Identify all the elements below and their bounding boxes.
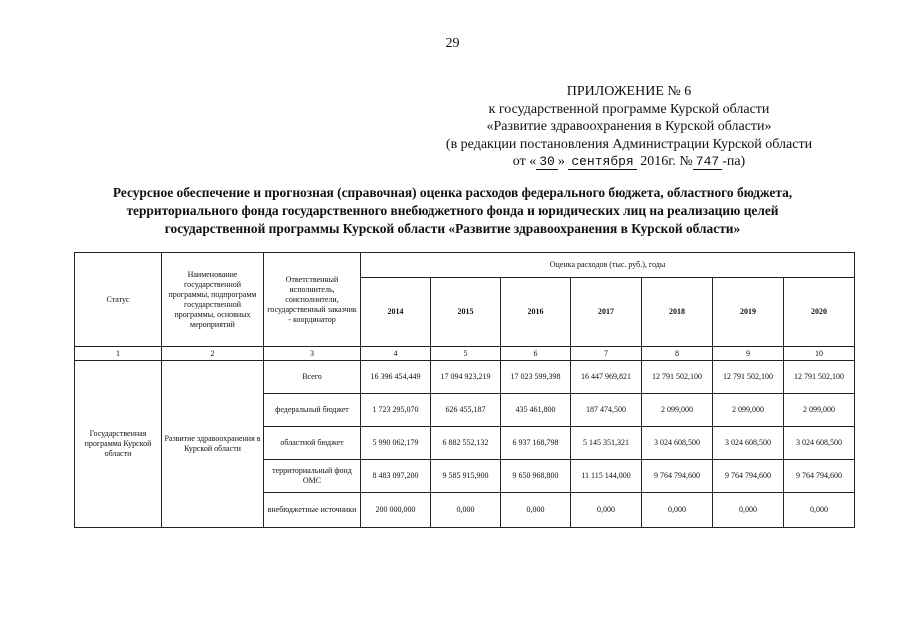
column-number: 9 [713,347,784,361]
funding-source: внебюджетные источники [264,493,361,528]
page-number: 29 [445,36,460,51]
value-cell: 435 461,800 [501,394,571,427]
program-name-cell: Развитие здравоохранения в Курской области [162,361,264,528]
value-cell: 2 099,000 [642,394,713,427]
column-number: 7 [571,347,642,361]
value-cell: 9 585 915,900 [431,460,501,493]
title-line-3: государственной программы Курской области «Развитие здравоохранения в Курской области» [164,221,741,236]
header-year: 2019 [713,278,784,347]
header-year: 2018 [642,278,713,347]
value-cell: 2 099,000 [713,394,784,427]
appendix-program-name: «Развитие здравоохранения в Курской области» [486,119,772,134]
value-cell: 8 483 097,200 [361,460,431,493]
date-month: сентября [568,155,636,170]
value-cell: 16 396 454,449 [361,361,431,394]
date-suffix: -па) [722,154,746,169]
funding-source: Всего [264,361,361,394]
value-cell: 6 882 552,132 [431,427,501,460]
header-year: 2014 [361,278,431,347]
value-cell: 9 764 794,600 [784,460,855,493]
budget-table [74,252,855,528]
value-cell: 16 447 969,821 [571,361,642,394]
appendix-date-line [419,153,839,171]
header-program-name: Наименование государственной программы, подпрограмм государственной программы, основных мероприятий [162,253,264,347]
date-year: 2016г. № [640,154,693,169]
value-cell: 9 764 794,600 [642,460,713,493]
value-cell: 0,000 [501,493,571,528]
funding-source: федеральный бюджет [264,394,361,427]
column-number: 1 [75,347,162,361]
appendix-edition: (в редакции постановления Администрации Курской области [445,136,813,152]
value-cell: 17 023 599,398 [501,361,571,394]
value-cell: 3 024 608,500 [713,427,784,460]
value-cell: 0,000 [431,493,501,528]
date-mid: » [557,154,565,169]
date-day: 30 [536,155,558,170]
title-line-2: территориального фонда государственного внебюджетного фонда и юридических лиц на реализацию целей [126,203,779,218]
column-number: 10 [784,347,855,361]
value-cell: 0,000 [642,493,713,528]
value-cell: 1 723 295,070 [361,394,431,427]
header-estimate: Оценка расходов (тыс. руб.), годы [361,253,855,278]
document-title [60,184,845,238]
column-number: 5 [431,347,501,361]
header-year: 2020 [784,278,855,347]
value-cell: 3 024 608,500 [784,427,855,460]
appendix-program-ref: к государственной программе Курской области [488,101,770,117]
column-number: 4 [361,347,431,361]
header-status: Статус [75,253,162,347]
table-row [75,361,855,394]
value-cell: 12 791 502,100 [784,361,855,394]
value-cell: 6 937 168,798 [501,427,571,460]
value-cell: 5 145 351,321 [571,427,642,460]
value-cell: 11 115 144,000 [571,460,642,493]
value-cell: 5 990 062,179 [361,427,431,460]
decree-number: 747 [693,155,722,170]
appendix-header [419,83,839,171]
status-cell: Государственная программа Курской области [75,361,162,528]
column-number-row [75,347,855,361]
value-cell: 0,000 [713,493,784,528]
value-cell: 200 000,000 [361,493,431,528]
value-cell: 3 024 608,500 [642,427,713,460]
value-cell: 0,000 [571,493,642,528]
value-cell: 12 791 502,100 [642,361,713,394]
appendix-number: ПРИЛОЖЕНИЕ № 6 [566,84,692,99]
date-prefix: от « [512,154,537,169]
value-cell: 187 474,500 [571,394,642,427]
funding-source: областной бюджет [264,427,361,460]
column-number: 6 [501,347,571,361]
header-year: 2017 [571,278,642,347]
column-number: 8 [642,347,713,361]
title-line-1: Ресурсное обеспечение и прогнозная (справочная) оценка расходов федерального бюджета, областного бюджета, [112,185,793,200]
header-responsible: Ответственный исполнитель, соисполнители, государственный заказчик - координатор [264,253,361,347]
header-year: 2016 [501,278,571,347]
value-cell: 626 455,187 [431,394,501,427]
value-cell: 2 099,000 [784,394,855,427]
funding-source: территориальный фонд ОМС [264,460,361,493]
value-cell: 0,000 [784,493,855,528]
value-cell: 17 094 923,219 [431,361,501,394]
header-year: 2015 [431,278,501,347]
value-cell: 9 650 968,800 [501,460,571,493]
value-cell: 9 764 794,600 [713,460,784,493]
value-cell: 12 791 502,100 [713,361,784,394]
column-number: 3 [264,347,361,361]
column-number: 2 [162,347,264,361]
